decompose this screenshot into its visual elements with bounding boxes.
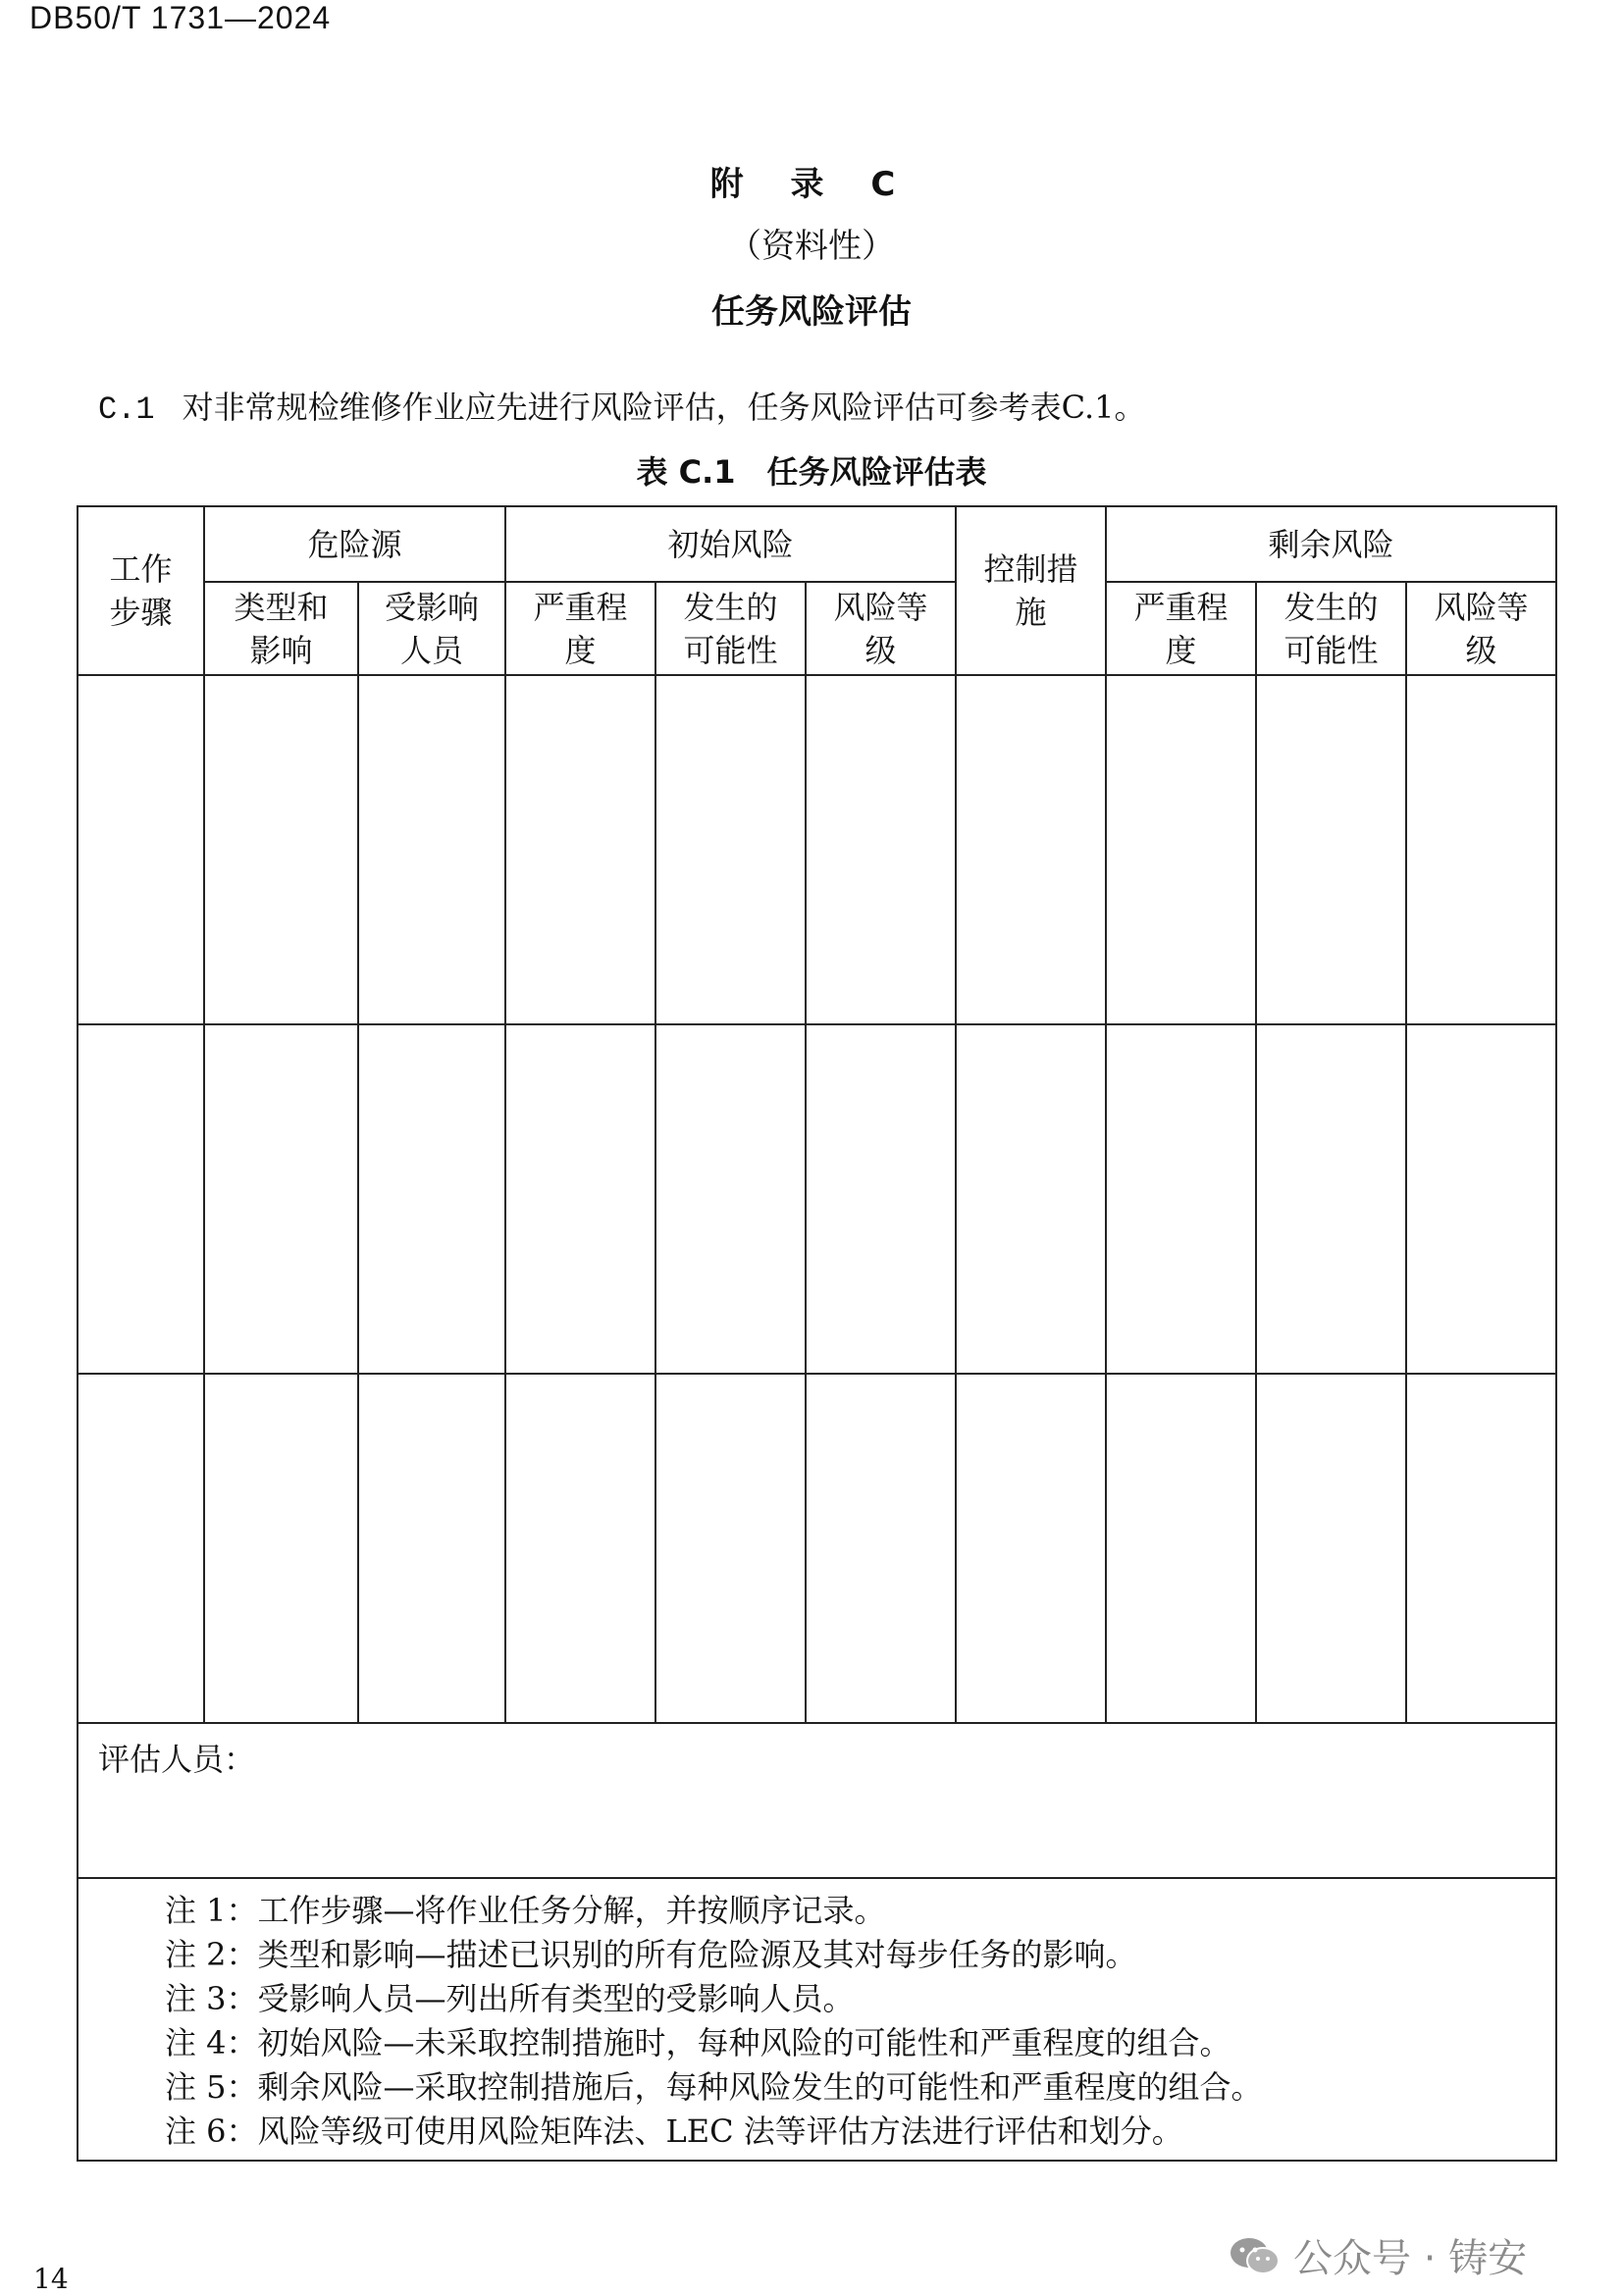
table-row bbox=[78, 1374, 1556, 1723]
table-row bbox=[78, 1024, 1556, 1374]
risk-assessment-table bbox=[77, 505, 1557, 2162]
table-cell[interactable] bbox=[956, 675, 1106, 1024]
table-cell[interactable] bbox=[655, 1024, 806, 1374]
header-hazard-type: 类型和影响 bbox=[204, 582, 358, 675]
header-likelihood: 发生的可能性 bbox=[655, 582, 806, 675]
table-cell[interactable] bbox=[1106, 1024, 1256, 1374]
watermark-text: 公众号 · 铸安 bbox=[1293, 2236, 1528, 2281]
note-5: 注 5：剩余风险—采取控制措施后，每种风险发生的可能性和严重程度的组合。 bbox=[165, 2068, 1263, 2106]
table-cell[interactable] bbox=[655, 675, 806, 1024]
table-cell[interactable] bbox=[204, 1024, 358, 1374]
table-title: 表 C.1 任务风险评估表 bbox=[636, 453, 987, 491]
header-residual-severity: 严重程度 bbox=[1106, 582, 1256, 675]
table-cell[interactable] bbox=[358, 1024, 505, 1374]
table-cell[interactable] bbox=[358, 1374, 505, 1723]
table-cell[interactable] bbox=[1256, 1024, 1406, 1374]
table-cell[interactable] bbox=[204, 1374, 358, 1723]
table-cell[interactable] bbox=[1106, 1374, 1256, 1723]
table-cell[interactable] bbox=[1406, 1374, 1556, 1723]
table-cell[interactable] bbox=[505, 1374, 655, 1723]
header-control-measures: 控制措施 bbox=[956, 506, 1106, 675]
header-affected-people: 受影响人员 bbox=[358, 582, 505, 675]
table-cell[interactable] bbox=[806, 1374, 956, 1723]
clause-text: 对非常规检维修作业应先进行风险评估，任务风险评估可参考表C.1。 bbox=[182, 389, 1146, 426]
table-cell[interactable] bbox=[505, 1024, 655, 1374]
appendix-label: 附 录 C bbox=[709, 165, 914, 204]
table-cell[interactable] bbox=[505, 675, 655, 1024]
table-cell[interactable] bbox=[78, 1374, 204, 1723]
table-row bbox=[78, 675, 1556, 1024]
header-severity: 严重程度 bbox=[505, 582, 655, 675]
table-cell[interactable] bbox=[655, 1374, 806, 1723]
table-cell[interactable] bbox=[1406, 1024, 1556, 1374]
note-4: 注 4：初始风险—未采取控制措施时，每种风险的可能性和严重程度的组合。 bbox=[165, 2024, 1231, 2061]
table-cell[interactable] bbox=[78, 1024, 204, 1374]
clause-number: C.1 bbox=[98, 391, 155, 428]
header-hazard-source: 危险源 bbox=[204, 506, 505, 582]
clause-c1 bbox=[98, 383, 1146, 428]
table-cell[interactable] bbox=[806, 675, 956, 1024]
table-cell[interactable] bbox=[956, 1024, 1106, 1374]
appendix-type: （资料性） bbox=[728, 227, 895, 266]
note-3: 注 3：受影响人员—列出所有类型的受影响人员。 bbox=[165, 1980, 855, 2017]
table-cell[interactable] bbox=[204, 675, 358, 1024]
table-cell[interactable] bbox=[78, 675, 204, 1024]
table-cell[interactable] bbox=[806, 1024, 956, 1374]
appendix-title: 任务风险评估 bbox=[711, 292, 912, 332]
wechat-icon bbox=[1229, 2236, 1282, 2275]
table-cell[interactable] bbox=[358, 675, 505, 1024]
table-cell[interactable] bbox=[1106, 675, 1256, 1024]
notes-cell bbox=[78, 1878, 1556, 2161]
header-residual-likelihood: 发生的可能性 bbox=[1256, 582, 1406, 675]
assessor-label: 评估人员： bbox=[98, 1741, 256, 1778]
header-residual-risk-level: 风险等级 bbox=[1406, 582, 1556, 675]
table-cell[interactable] bbox=[956, 1374, 1106, 1723]
note-6: 注 6：风险等级可使用风险矩阵法、LEC 法等评估方法进行评估和划分。 bbox=[165, 2113, 1183, 2150]
watermark bbox=[1229, 2227, 1527, 2283]
header-risk-level: 风险等级 bbox=[806, 582, 956, 675]
header-work-step: 工作步骤 bbox=[78, 506, 204, 675]
page-number: 14 bbox=[33, 2263, 69, 2295]
header-initial-risk: 初始风险 bbox=[505, 506, 956, 582]
note-2: 注 2：类型和影响—描述已识别的所有危险源及其对每步任务的影响。 bbox=[165, 1936, 1137, 1973]
table-cell[interactable] bbox=[1256, 675, 1406, 1024]
table-cell[interactable] bbox=[1256, 1374, 1406, 1723]
document-code: DB50/T 1731—2024 bbox=[29, 0, 332, 35]
assessor-cell[interactable] bbox=[78, 1723, 1556, 1878]
table-cell[interactable] bbox=[1406, 675, 1556, 1024]
header-residual-risk: 剩余风险 bbox=[1106, 506, 1556, 582]
note-1: 注 1：工作步骤—将作业任务分解，并按顺序记录。 bbox=[165, 1892, 886, 1929]
